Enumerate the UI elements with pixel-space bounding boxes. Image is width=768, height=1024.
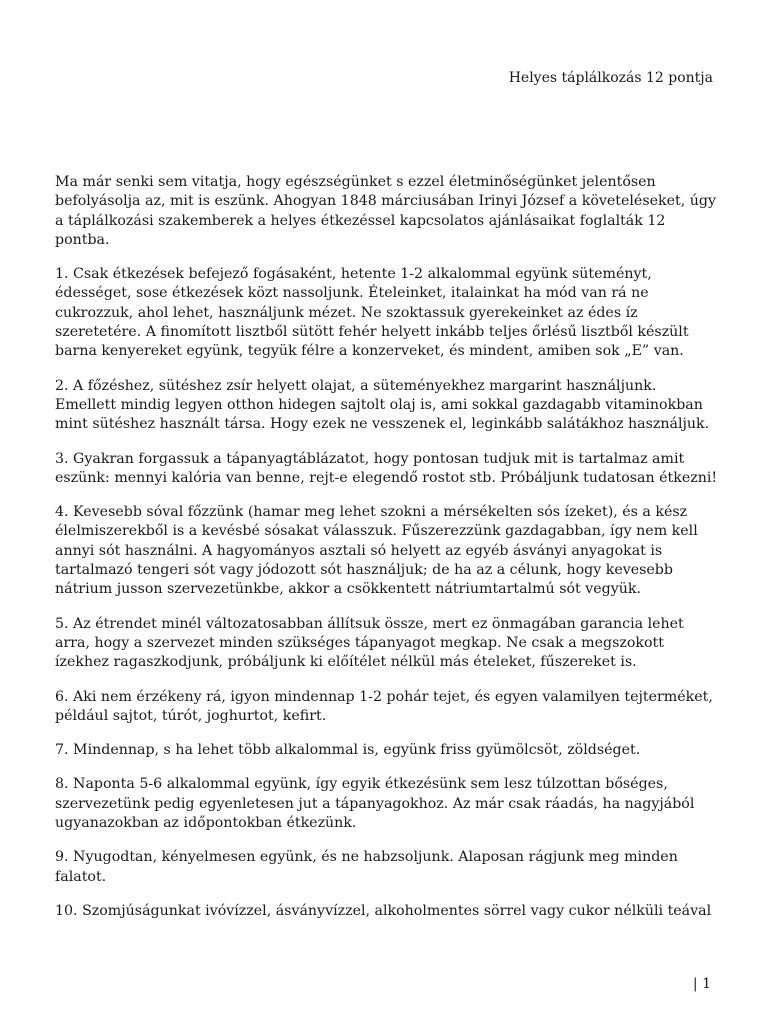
point-1-paragraph: 1. Csak étkezések befejező fogásaként, hetente 1-2 alkalommal együnk süteményt, édességet, sose étkezések közt nassoljunk. Ételeinket, italainkat ha mód van rá ne cukrozzuk, ahol lehet, használjunk mézet. Ne szoktassuk gyerekeinket az édes íz szeretetére. A finomított lisztből sütött fehér helyett inkább teljes őrlésű lisztből készült barna kenyereket együnk, tegyük félre a konzerveket, és mindent, amiben sok „E” van.	[55, 266, 689, 360]
point-3-paragraph: 3. Gyakran forgassuk a tápanyagtáblázatot, hogy pontosan tudjuk mit is tartalmaz amit eszünk: mennyi kalória van benne, rejt-e elegendő rostot stb. Próbáljunk tudatosan étkezni!	[55, 450, 718, 486]
point-10-paragraph: 10. Szomjúságunkat ivóvízzel, ásványvízzel, alkoholmentes sörrel vagy cukor nélküli teával	[55, 902, 712, 919]
point-4-paragraph: 4. Kevesebb sóval főzzünk (hamar meg lehet szokni a mérsékelten sós ízeket), és a kész élelmiszerekből is a kevésbé sósakat válasszuk. Fűszerezzünk gazdagabban, így nem kell annyi sót használni. A hagyományos asztali só helyett az egyéb ásványi anyagokat is tartalmazó tengeri sót vagy jódozott sót használjuk; de ha az a célunk, hogy kevesebb nátrium jusson szervezetünkbe, akkor a csökkentett nátriumtartalmú sót vegyük.	[55, 504, 698, 598]
point-6-paragraph: 6. Aki nem érzékeny rá, igyon mindennap 1-2 pohár tejet, és egyen valamilyen tejterméket, például sajtot, túrót, joghurtot, kefirt.	[55, 688, 713, 724]
page-header-title: Helyes táplálkozás 12 pontja	[508, 70, 713, 86]
point-2-paragraph: 2. A főzéshez, sütéshez zsír helyett olajat, a süteményekhez margarint használjunk. Emellett mindig legyen otthon hidegen sajtolt olaj is, ami sokkal gazdagabb vitaminokban mint sütéshez használt társa. Hogy ezek ne vesszenek el, leginkább salátákhoz használjuk.	[55, 377, 710, 433]
point-9-paragraph: 9. Nyugodtan, kényelmesen együnk, és ne habzsoljunk. Alaposan rágjunk meg minden falatot.	[55, 849, 678, 885]
intro-paragraph: Ma már senki sem vitatja, hogy egészségünket s ezzel életminőségünket jelentősen befolyásolja az, mit is eszünk. Ahogyan 1848 márciusában Irinyi József a követeléseket, úgy a táplálkozási szakemberek a helyes étkezéssel kapcsolatos ajánlásaikat foglalták 12 pontba.	[55, 174, 716, 248]
point-5-paragraph: 5. Az étrendet minél változatosabban állítsuk össze, mert ez önmagában garancia lehet arra, hogy a szervezet minden szükséges tápanyagot megkap. Ne csak a megszokott ízekhez ragaszkodjunk, próbáljunk ki előítélet nélkül más ételeket, fűszereket is.	[55, 615, 684, 671]
point-7-paragraph: 7. Mindennap, s ha lehet több alkalommal is, együnk friss gyümölcsöt, zöldséget.	[55, 742, 641, 759]
page-number: | 1	[692, 976, 711, 992]
document-body	[55, 173, 718, 936]
point-8-paragraph: 8. Naponta 5-6 alkalommal együnk, így egyik étkezésünk sem lesz túlzottan bőséges, szervezetünk pedig egyenletesen jut a tápanyagokhoz. Az már csak ráadás, ha nagyjából ugyanazokban az időpontokban étkezünk.	[55, 776, 695, 832]
